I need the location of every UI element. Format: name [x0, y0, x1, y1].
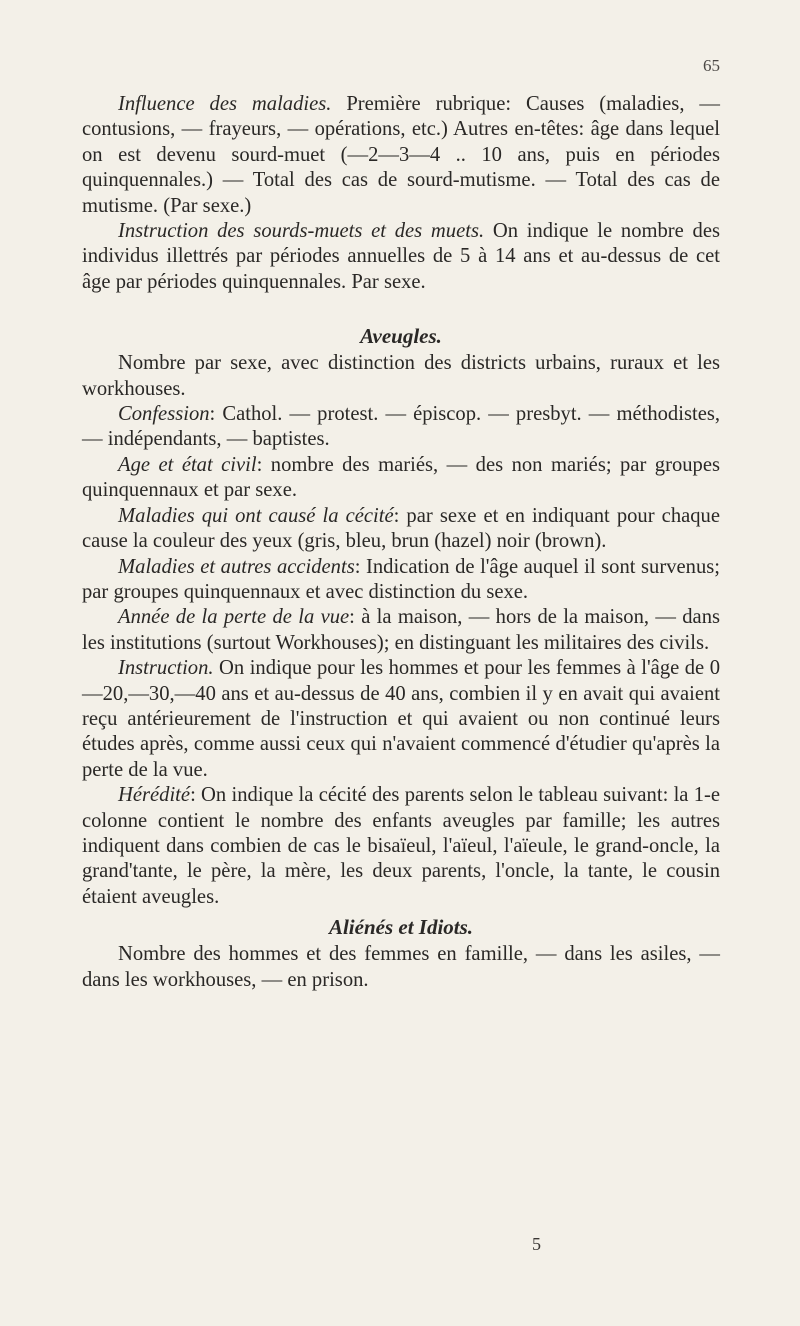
paragraph-nombre-alienes	[82, 942, 720, 993]
paragraph-text: : Cathol. — protest. — épiscop. — presbyt. — méthodistes, — indépendants, — baptistes.	[82, 403, 720, 451]
paragraph-label: Année de la perte de la vue	[118, 606, 350, 629]
page-number: 65	[703, 56, 720, 75]
paragraph-annee-perte-vue	[82, 605, 720, 656]
paragraph-label: Age et état civil	[118, 453, 257, 476]
paragraph-text: Nombre des hommes et des femmes en famille, — dans les asiles, — dans les workhouses, — en prison.	[82, 943, 720, 991]
paragraph-text: : à la maison, — hors de la maison, — dans les institutions (surtout Workhouses); en distinguant les militaires des civils.	[82, 606, 721, 654]
paragraph-nombre-aveugles	[82, 351, 720, 402]
paragraph-instruction-sourds-muets	[82, 219, 720, 295]
signature-mark: 5	[532, 1234, 541, 1254]
paragraph-text: : par sexe et en indiquant pour chaque cause la couleur des yeux (gris, bleu, brun (hazel) noir (brown).	[82, 504, 720, 553]
paragraph-label: Instruction.	[118, 657, 214, 680]
page-body	[82, 92, 720, 993]
paragraph-instruction	[82, 656, 720, 783]
paragraph-maladies-accidents	[82, 555, 720, 606]
paragraph-text: Première rubrique: Causes (maladies, — contusions, — frayeurs, — opérations, etc.) Autres en-têtes: âge dans lequel on est devenu sourd-muet (—2—3—4 .. 10 ans, puis en périodes quinquennales.) — Total des cas de sourd-mutisme. — Total des cas de mutisme. (Par sexe.)	[82, 93, 720, 217]
paragraph-label: Influence des maladies.	[118, 93, 332, 115]
paragraph-text: On indique pour les hommes et pour les femmes à l'âge de 0—20,—30,—40 ans et au-dessus de 40 ans, combien il y en avait qui avaient reçu antérieurement de l'instruction et qui avaient ou non continué leurs études après, comme aussi ceux qui n'avaient commencé d'étudier qu'après la perte de la vue.	[82, 657, 720, 781]
paragraph-label: Maladies et autres accidents	[118, 555, 355, 578]
paragraph-label: Confession	[118, 403, 210, 426]
paragraph-influence-maladies	[82, 92, 720, 219]
paragraph-heredite	[82, 783, 720, 910]
paragraph-age-etat-civil	[82, 453, 720, 504]
paragraph-text: : nombre des mariés, — des non mariés; par groupes quinquennaux et par sexe.	[82, 453, 720, 502]
paragraph-text: Nombre par sexe, avec distinction des districts urbains, ruraux et les workhouses.	[82, 352, 720, 400]
section-heading-aveugles: Aveugles.	[360, 324, 442, 349]
paragraph-confession	[82, 402, 720, 453]
paragraph-label: Maladies qui ont causé la cécité	[118, 504, 394, 527]
paragraph-label: Hérédité	[118, 784, 191, 807]
paragraph-text: : On indique la cécité des parents selon le tableau suivant: la 1-e colonne contient le nombre des enfants aveugles par famille; les autres indiquent dans combien de cas le bisaïeul, l'aïeul, l'aïeule, le grand-oncle, la grand'tante, le père, la mère, les deux parents, l'oncle, la tante, le cousin étaient aveugles.	[82, 784, 720, 908]
paragraph-label: Instruction des sourds-muets et des muets.	[118, 220, 485, 243]
paragraph-text: : Indication de l'âge auquel il sont survenus; par groupes quinquennaux et avec distinction du sexe.	[82, 555, 720, 603]
section-heading-alienes: Aliénés et Idiots.	[328, 915, 474, 940]
paragraph-maladies-cecite	[82, 504, 720, 555]
paragraph-text: On indique le nombre des individus illettrés par périodes annuelles de 5 à 14 ans et au-dessus de cet âge par périodes quinquennales. Par sexe.	[82, 220, 720, 293]
